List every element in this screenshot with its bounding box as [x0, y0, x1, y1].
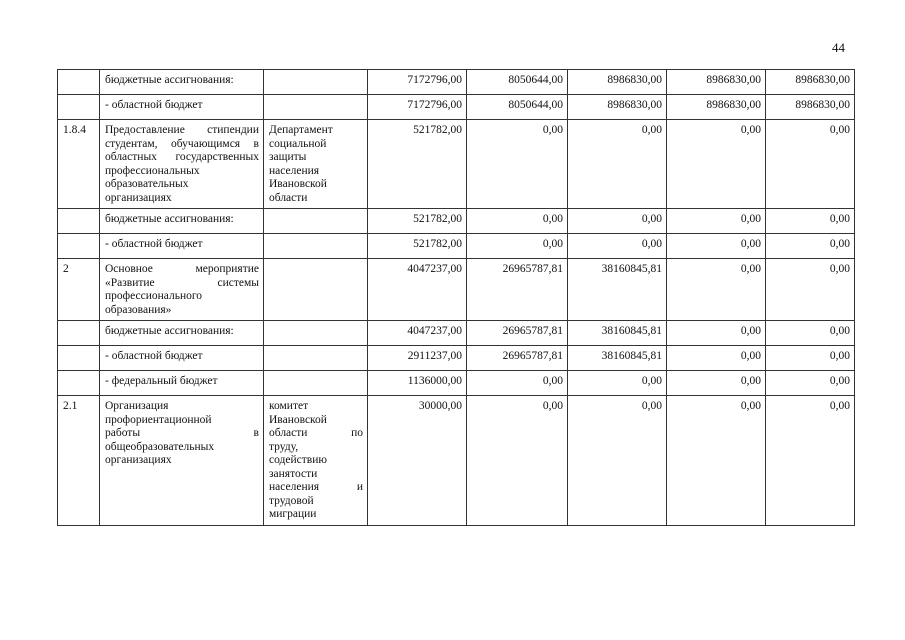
measure-name: [100, 95, 264, 120]
executor-line: Ивановской: [269, 413, 327, 426]
amount-cell: 0,00: [467, 120, 568, 209]
amount-cell: 0,00: [467, 396, 568, 526]
amount-cell: 2911237,00: [368, 346, 467, 371]
measure-name-line: организациях: [105, 191, 172, 204]
measure-name: [100, 259, 264, 321]
amount-cell: 0,00: [467, 209, 568, 234]
executor-line: трудовой: [269, 494, 314, 507]
measure-name-line: Основное мероприятие: [105, 263, 259, 275]
amount-cell: 0,00: [667, 120, 766, 209]
row-number: 2.1: [58, 396, 100, 526]
measure-name-line: образования»: [105, 303, 172, 316]
row-number: [58, 70, 100, 95]
measure-name-line: бюджетные ассигнования:: [105, 74, 234, 86]
amount-cell: 26965787,81: [467, 259, 568, 321]
measure-name: [100, 234, 264, 259]
executor: [264, 95, 368, 120]
executor-line: защиты: [269, 151, 307, 163]
row-number: 2: [58, 259, 100, 321]
executor-line: населения: [269, 164, 320, 177]
amount-cell: 0,00: [467, 371, 568, 396]
executor: [264, 346, 368, 371]
measure-name-line: бюджетные ассигнования:: [105, 213, 234, 225]
measure-name-line: общеобразовательных: [105, 440, 215, 453]
measure-name-line: - федеральный бюджет: [105, 375, 218, 387]
amount-cell: 8986830,00: [667, 95, 766, 120]
amount-cell: 0,00: [766, 396, 855, 526]
amount-cell: 0,00: [766, 259, 855, 321]
row-number: [58, 209, 100, 234]
executor-line: комитет: [269, 400, 309, 412]
amount-cell: 0,00: [568, 209, 667, 234]
measure-name-line: образовательных: [105, 178, 189, 190]
executor: [264, 209, 368, 234]
amount-cell: 8986830,00: [568, 95, 667, 120]
amount-cell: 0,00: [766, 321, 855, 346]
amount-cell: 0,00: [467, 234, 568, 259]
measure-name-line: Предоставление стипендии: [105, 124, 259, 136]
row-number: [58, 95, 100, 120]
amount-cell: 0,00: [766, 346, 855, 371]
amount-cell: 0,00: [568, 371, 667, 396]
measure-name-line: - областной бюджет: [105, 350, 203, 362]
amount-cell: 38160845,81: [568, 321, 667, 346]
amount-cell: 7172796,00: [368, 95, 467, 120]
table-row: [58, 371, 855, 396]
measure-name-line: работы в: [105, 427, 259, 439]
amount-cell: 521782,00: [368, 234, 467, 259]
amount-cell: 0,00: [766, 209, 855, 234]
measure-name: [100, 396, 264, 526]
amount-cell: 0,00: [766, 120, 855, 209]
measure-name: [100, 346, 264, 371]
executor: [264, 234, 368, 259]
executor-line: труду,: [269, 440, 299, 453]
amount-cell: 30000,00: [368, 396, 467, 526]
amount-cell: 7172796,00: [368, 70, 467, 95]
executor: [264, 120, 368, 209]
amount-cell: 0,00: [667, 321, 766, 346]
measure-name-line: - областной бюджет: [105, 238, 203, 250]
amount-cell: 0,00: [766, 371, 855, 396]
measure-name-line: - областной бюджет: [105, 99, 203, 111]
measure-name-line: бюджетные ассигнования:: [105, 325, 234, 337]
table-row: [58, 396, 855, 526]
amount-cell: 26965787,81: [467, 321, 568, 346]
amount-cell: 0,00: [667, 209, 766, 234]
measure-name-line: профессиональных: [105, 164, 200, 177]
executor-line: Ивановской: [269, 178, 327, 190]
table-body: [58, 70, 855, 526]
measure-name-line: организациях: [105, 454, 172, 466]
row-number: [58, 371, 100, 396]
measure-name: [100, 321, 264, 346]
executor-line: социальной: [269, 137, 327, 150]
amount-cell: 8050644,00: [467, 95, 568, 120]
measure-name-line: профессионального: [105, 290, 203, 302]
table-row: [58, 259, 855, 321]
measure-name: [100, 209, 264, 234]
amount-cell: 0,00: [568, 396, 667, 526]
amount-cell: 0,00: [667, 396, 766, 526]
executor: [264, 396, 368, 526]
amount-cell: 0,00: [766, 234, 855, 259]
amount-cell: 4047237,00: [368, 321, 467, 346]
table-row: [58, 120, 855, 209]
table-row: [58, 321, 855, 346]
row-number: [58, 346, 100, 371]
amount-cell: 0,00: [667, 346, 766, 371]
amount-cell: 0,00: [568, 120, 667, 209]
amount-cell: 38160845,81: [568, 259, 667, 321]
executor: [264, 70, 368, 95]
measure-name-line: студентам, обучающимся в: [105, 137, 259, 150]
table-row: [58, 70, 855, 95]
executor-line: занятости: [269, 467, 318, 480]
amount-cell: 521782,00: [368, 120, 467, 209]
table-row: [58, 209, 855, 234]
executor-line: населения и: [269, 481, 363, 493]
amount-cell: 4047237,00: [368, 259, 467, 321]
amount-cell: 8986830,00: [568, 70, 667, 95]
executor: [264, 259, 368, 321]
amount-cell: 1136000,00: [368, 371, 467, 396]
executor-line: содействию: [269, 454, 327, 466]
amount-cell: 8050644,00: [467, 70, 568, 95]
table-row: [58, 234, 855, 259]
row-number: 1.8.4: [58, 120, 100, 209]
table-row: [58, 346, 855, 371]
amount-cell: 0,00: [568, 234, 667, 259]
amount-cell: 26965787,81: [467, 346, 568, 371]
measure-name: [100, 371, 264, 396]
amount-cell: 0,00: [667, 371, 766, 396]
amount-cell: 38160845,81: [568, 346, 667, 371]
executor-line: миграции: [269, 508, 317, 520]
budget-table: [57, 69, 855, 526]
table-row: [58, 95, 855, 120]
amount-cell: 8986830,00: [667, 70, 766, 95]
measure-name-line: «Развитие системы: [105, 276, 259, 289]
amount-cell: 521782,00: [368, 209, 467, 234]
measure-name: [100, 70, 264, 95]
executor-line: области: [269, 191, 308, 204]
measure-name-line: Организация: [105, 400, 169, 412]
executor: [264, 321, 368, 346]
amount-cell: 8986830,00: [766, 95, 855, 120]
measure-name-line: профориентационной: [105, 413, 212, 426]
measure-name: [100, 120, 264, 209]
amount-cell: 0,00: [667, 259, 766, 321]
row-number: [58, 234, 100, 259]
amount-cell: 8986830,00: [766, 70, 855, 95]
row-number: [58, 321, 100, 346]
amount-cell: 0,00: [667, 234, 766, 259]
executor-line: Департамент: [269, 124, 333, 136]
measure-name-line: областных государственных: [105, 151, 259, 163]
page-number: 44: [832, 40, 845, 55]
executor: [264, 371, 368, 396]
executor-line: области по: [269, 427, 363, 439]
